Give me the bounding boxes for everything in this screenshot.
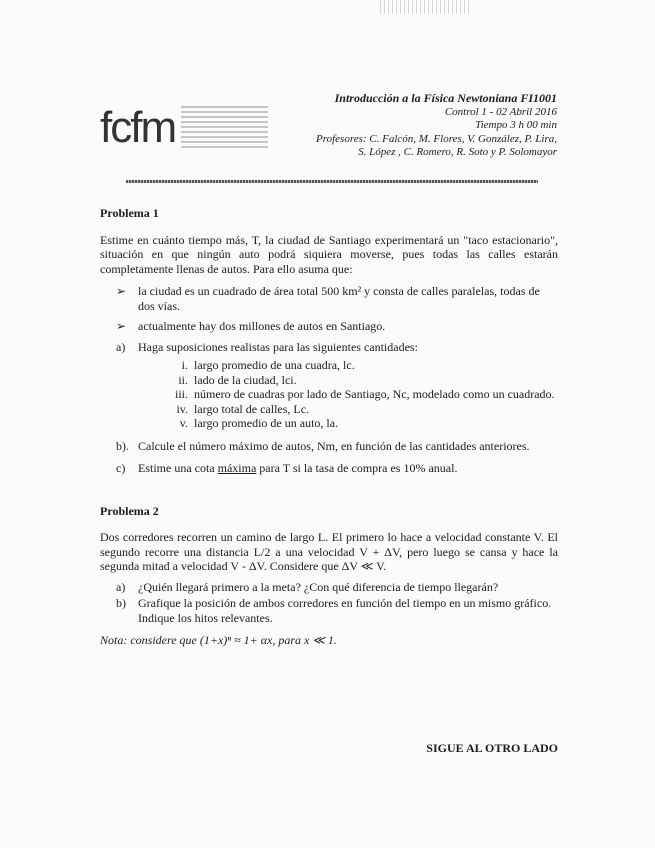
problem-1-intro: Estime en cuánto tiempo más, T, la ciudad de Santiago experimentará un "taco estacionario", situación en que ningún auto podrá siquiera moverse, pues todas las calles estarán completamente llenas de autos. Para ello asuma que:: [100, 232, 558, 276]
question-text-start: Estime una cota: [138, 461, 218, 475]
assumption-list: [100, 284, 558, 334]
quantity-number: v.: [179, 416, 188, 430]
problem-1-title: Problema 1: [100, 206, 159, 220]
exam-duration: Tiempo 3 h 00 min: [475, 119, 557, 131]
course-title: Introducción a la Física Newtoniana FI1001: [334, 91, 557, 105]
quantity-item: [138, 373, 558, 388]
question-label: a): [116, 339, 126, 354]
question-a: [100, 580, 558, 595]
logo-wordmark: fcfm: [100, 103, 176, 152]
quantity-list: [138, 358, 558, 431]
quantity-number: iii.: [174, 387, 188, 401]
exam-date: Control 1 - 02 Abril 2016: [444, 105, 557, 118]
arrow-bullet-icon: ➢: [116, 319, 127, 333]
professors-line-2: S. López , C. Romero, R. Soto y P. Solomayor: [358, 146, 557, 158]
question-c: [100, 461, 558, 476]
problem-2-note: Nota: considere que (1+x)ⁿ ≈ 1+ αx, para x ≪ 1.: [100, 633, 337, 647]
question-text: Haga suposiciones realistas para las siguientes cantidades:: [138, 339, 418, 354]
quantity-number: ii.: [178, 372, 188, 387]
quantity-text: largo total de calles, Lc.: [194, 401, 310, 416]
header-divider: [126, 180, 538, 183]
quantity-number: iv.: [176, 401, 188, 416]
assumption-item: [100, 319, 558, 334]
exam-content: [100, 206, 558, 648]
quantity-text: largo promedio de un auto, la.: [194, 416, 339, 430]
quantity-text: número de cuadras por lado de Santiago, Nc, modelado como un cuadrado.: [194, 387, 555, 401]
quantity-item: [138, 358, 558, 373]
underlined-word: máxima: [217, 461, 257, 475]
arrow-bullet-icon: ➢: [116, 284, 127, 298]
continue-overleaf-label: SIGUE AL OTRO LADO: [426, 741, 558, 755]
quantity-number: i.: [181, 358, 188, 372]
question-label: b): [116, 596, 126, 610]
exam-header: [257, 92, 557, 160]
quantity-item: [138, 416, 558, 431]
quantity-item: [138, 387, 558, 402]
assumption-item: [100, 284, 558, 313]
problem-1-questions: [100, 340, 558, 476]
question-label: a): [116, 579, 126, 594]
question-text: Calcule el número máximo de autos, Nm, en función de las cantidades anteriores.: [138, 438, 530, 453]
question-label: b).: [116, 438, 129, 453]
question-b: [100, 596, 558, 625]
logo-institution-text: [181, 106, 268, 150]
question-a: [100, 340, 558, 431]
question-text: ¿Quién llegará primero a la meta? ¿Con qué diferencia de tiempo llegarán?: [138, 579, 499, 594]
assumption-text: actualmente hay dos millones de autos en Santiago.: [138, 319, 386, 333]
question-b: [100, 439, 558, 454]
problem-2-title: Problema 2: [100, 503, 159, 518]
question-text-end: para T si la tasa de compra es 10% anual.: [256, 461, 458, 475]
professors-line-1: Profesores: C. Falcón, M. Flores, V. González, P. Lira,: [316, 132, 557, 145]
quantity-item: [138, 402, 558, 417]
scan-artifact: [380, 0, 470, 14]
fcfm-logo: [100, 100, 268, 156]
question-label: c): [116, 461, 126, 475]
assumption-text: la ciudad es un cuadrado de área total 500 km² y consta de calles paralelas, todas de dos vías.: [138, 284, 540, 313]
question-text: Grafique la posición de ambos corredores en función del tiempo en un mismo gráfico. Indique los hitos relevantes.: [138, 596, 552, 625]
problem-2-questions: [100, 580, 558, 626]
problem-2-intro: Dos corredores recorren un camino de largo L. El primero lo hace a velocidad constante V. El segundo recorre una distancia L/2 a una velocidad V + ΔV, pero luego se cansa y hace la segunda mitad a velocidad V - ΔV. Considere que ΔV ≪ V.: [100, 530, 558, 573]
quantity-text: largo promedio de una cuadra, lc.: [194, 358, 355, 372]
quantity-text: lado de la ciudad, lci.: [194, 372, 297, 387]
